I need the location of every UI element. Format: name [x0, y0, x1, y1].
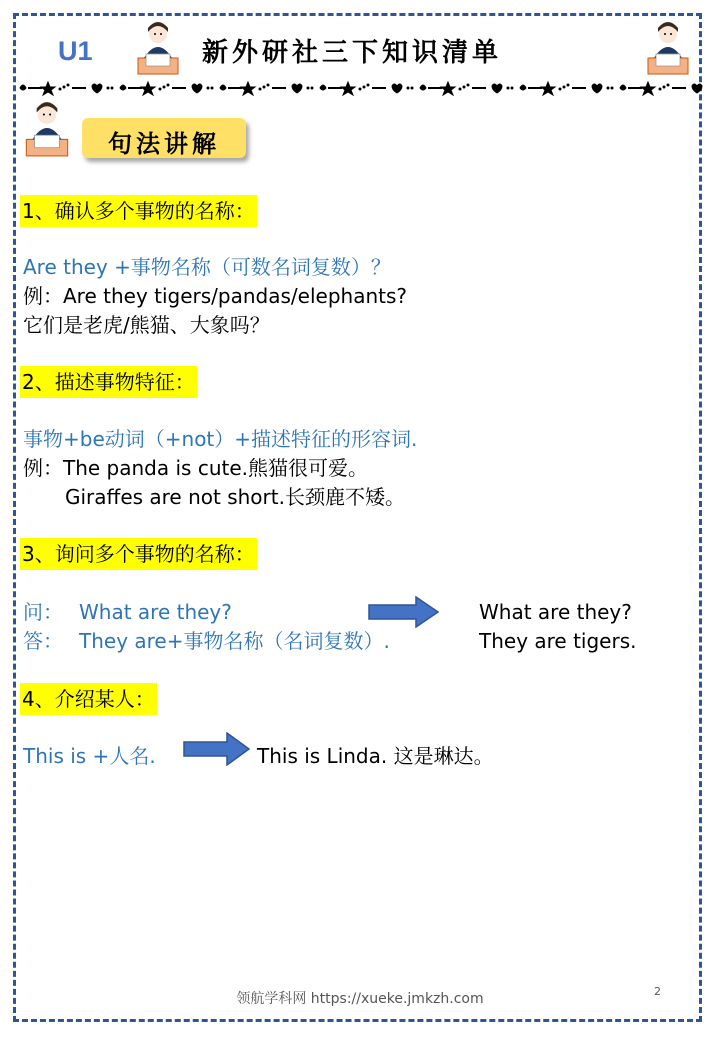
- unit-label: U1: [58, 36, 93, 66]
- section-label: [82, 118, 246, 158]
- point-1-example-en: 例：Are they tigers/pandas/elephants?: [23, 284, 408, 308]
- point-4-pattern: This is +人名.: [23, 744, 156, 768]
- point-2-example-1: 例：The panda is cute.熊猫很可爱。: [23, 456, 368, 480]
- page-title: 新外研社三下知识清单: [202, 38, 503, 68]
- right-arrow-icon: [368, 596, 440, 628]
- point-3-heading: 3、询问多个事物的名称：: [20, 538, 257, 570]
- page-frame: [13, 13, 702, 1022]
- decorative-border: [14, 76, 704, 100]
- point-2-heading: 2、描述事物特征：: [20, 366, 197, 398]
- point-3-example-q: What are they?: [479, 600, 632, 624]
- point-3-q-text: What are they?: [79, 600, 232, 624]
- point-4-example: This is Linda. 这是琳达。: [257, 744, 494, 768]
- section-label-text: 句法讲解: [108, 129, 220, 158]
- page-number: 2: [654, 985, 661, 998]
- teacher-illustration: [22, 98, 72, 158]
- point-3-example-a: They are tigers.: [479, 629, 637, 653]
- point-2-pattern: 事物+be动词（+not）+描述特征的形容词.: [23, 427, 418, 451]
- point-4-heading: 4、介绍某人：: [20, 683, 157, 715]
- point-1-pattern: Are they +事物名称（可数名词复数）？: [23, 255, 391, 279]
- point-1-example-zh: 它们是老虎/熊猫、大象吗？: [23, 313, 270, 337]
- teacher-illustration: [134, 18, 182, 76]
- point-3-a-label: 答：: [23, 629, 63, 653]
- point-1-heading: 1、确认多个事物的名称：: [20, 195, 257, 227]
- point-3-a-text: They are+事物名称（名词复数）.: [79, 629, 390, 653]
- teacher-illustration: [644, 18, 692, 76]
- point-3-q-label: 问：: [23, 600, 63, 624]
- right-arrow-icon: [183, 732, 251, 766]
- footer-source: 领航学科网 https://xueke.jmkzh.com: [236, 991, 484, 1007]
- point-2-example-2: Giraffes are not short.长颈鹿不矮。: [65, 485, 405, 509]
